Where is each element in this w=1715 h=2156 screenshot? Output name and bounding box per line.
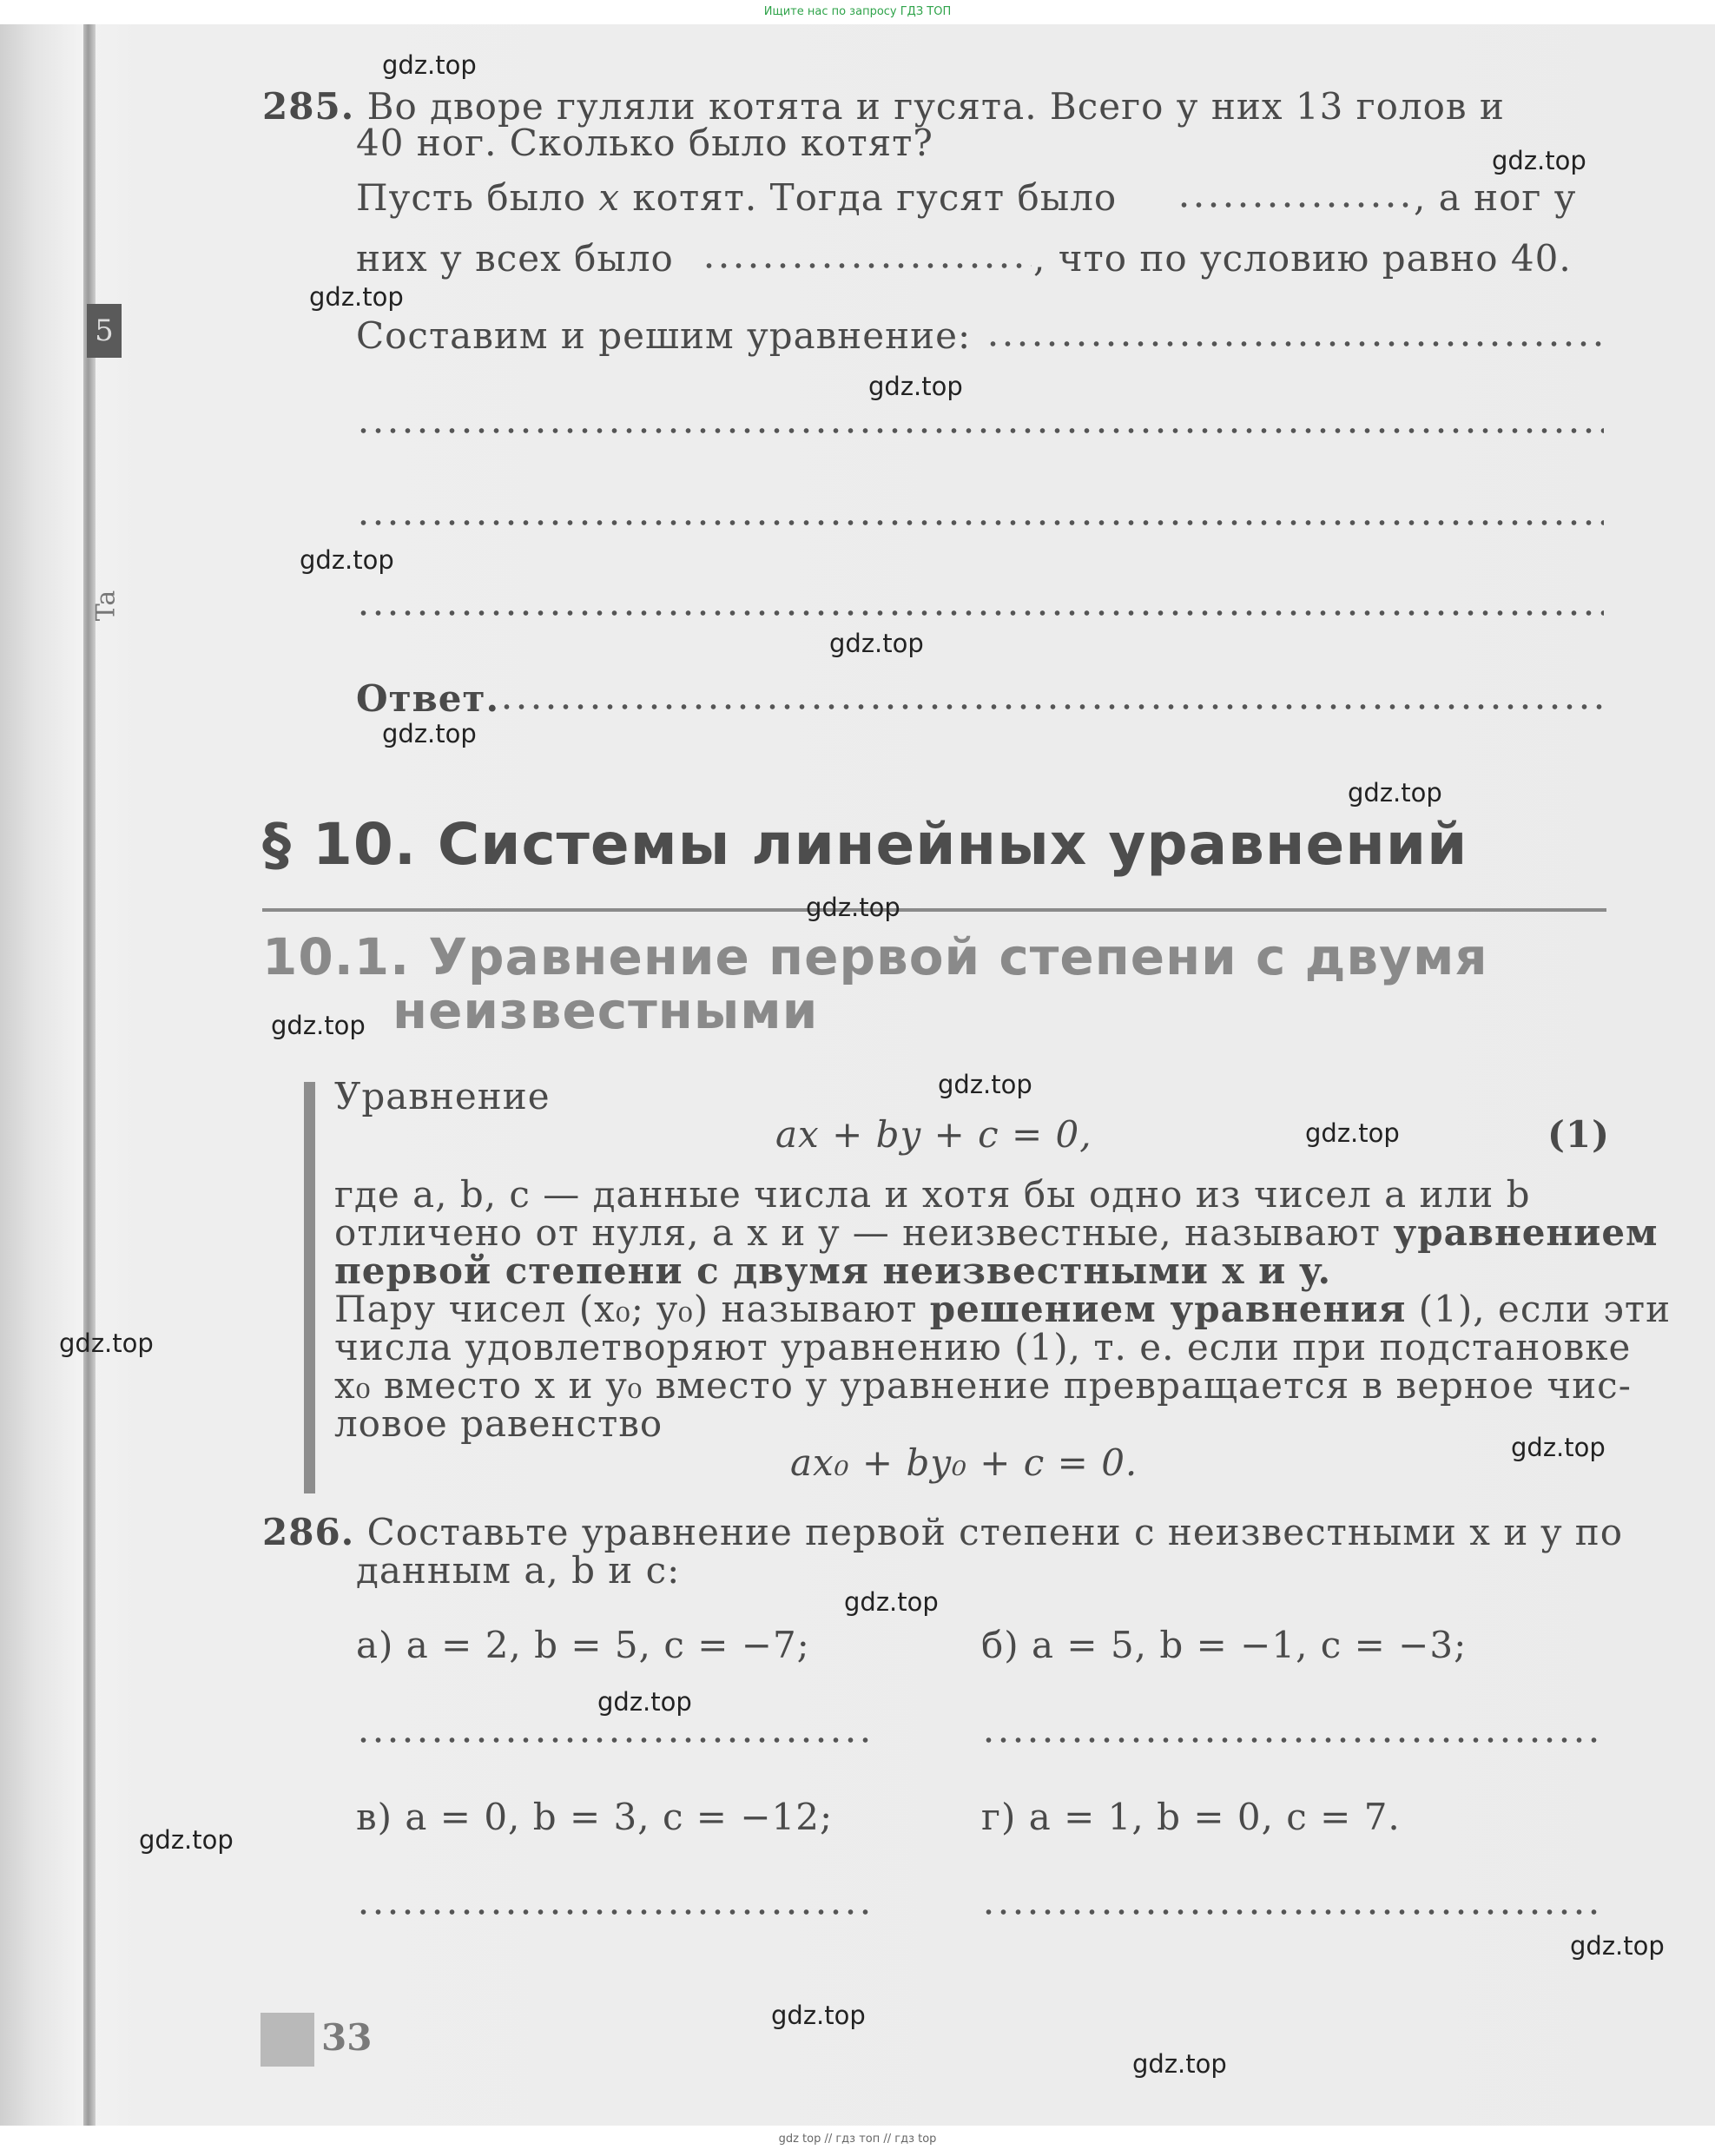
watermark: gdz.top — [309, 282, 404, 312]
definition-line8: ловое равенство — [334, 1402, 663, 1445]
blank-item-v[interactable] — [356, 1907, 874, 1917]
blank-equation-line2[interactable] — [356, 425, 1604, 436]
subsection-title-line1: 10.1. Уравнение первой степени с двумя — [262, 927, 1488, 986]
watermark: gdz.top — [271, 1011, 366, 1040]
watermark: gdz.top — [1570, 1931, 1665, 1961]
problem-286-item-a: а) a = 2, b = 5, c = −7; — [356, 1624, 810, 1666]
watermark: gdz.top — [1348, 778, 1442, 808]
definition-line2: где a, b, c — данные числа и хотя бы одно из чисел a или b — [334, 1173, 1531, 1216]
watermark: gdz.top — [597, 1687, 692, 1717]
definition-bar — [304, 1082, 315, 1493]
margin-tab: 5 — [87, 304, 122, 358]
problem-285-line4-end: , что по условию равно 40. — [1033, 237, 1572, 280]
blank-item-b[interactable] — [981, 1735, 1604, 1745]
problem-286-item-g: г) a = 1, b = 0, c = 7. — [981, 1796, 1401, 1838]
watermark: gdz.top — [139, 1825, 234, 1855]
definition-line5: Пару чисел (x₀; y₀) называют решением уравнения (1), если эти — [334, 1288, 1672, 1330]
blank-equation-line4[interactable] — [356, 608, 1604, 618]
definition-line3: отличено от нуля, а x и y — неизвестные, называют уравнением — [334, 1211, 1659, 1254]
blank-geese-count[interactable] — [1177, 200, 1413, 210]
problem-286-item-b: б) a = 5, b = −1, c = −3; — [981, 1624, 1468, 1666]
blank-legs-total[interactable] — [702, 260, 1032, 271]
problem-285-line3: Пусть было x котят. Тогда гусят было — [356, 176, 1118, 219]
watermark: gdz.top — [300, 545, 394, 575]
problem-286-item-v: в) a = 0, b = 3, c = −12; — [356, 1796, 834, 1838]
bottom-note: gdz top // гдз топ // гдз top — [778, 2133, 937, 2146]
section-rule — [262, 908, 1606, 912]
subsection-title-line2: неизвестными — [392, 981, 819, 1040]
watermark: gdz.top — [1305, 1118, 1400, 1148]
blank-item-g[interactable] — [981, 1907, 1604, 1917]
blank-item-a[interactable] — [356, 1735, 874, 1745]
definition-line1: Уравнение — [334, 1075, 551, 1118]
problem-285-answer-label: Ответ. — [356, 677, 500, 720]
formula-2: ax₀ + by₀ + c = 0. — [790, 1441, 1138, 1484]
problem-285-line2: 40 ног. Сколько было котят? — [356, 122, 933, 164]
watermark: gdz.top — [829, 629, 924, 658]
watermark: gdz.top — [1511, 1433, 1606, 1462]
watermark: gdz.top — [1132, 2049, 1227, 2079]
blank-equation-line1[interactable] — [986, 339, 1604, 349]
margin-side-text: Ta — [90, 590, 122, 622]
watermark: gdz.top — [382, 719, 477, 748]
formula-1: ax + by + c = 0, — [775, 1113, 1092, 1156]
problem-285-number: 285. — [262, 85, 355, 128]
equation-number: (1) — [1547, 1113, 1610, 1156]
top-search-note: Ищите нас по запросу ГДЗ ТОП — [763, 5, 952, 18]
problem-286-line2: данным a, b и c: — [356, 1549, 681, 1592]
watermark: gdz.top — [844, 1587, 939, 1617]
blank-answer[interactable] — [499, 702, 1604, 712]
problem-286-line1: 286. Составьте уравнение первой степени с неизвестными x и y по — [262, 1511, 1624, 1553]
watermark: gdz.top — [938, 1070, 1032, 1099]
problem-285-line1: 285. Во дворе гуляли котята и гусята. Всего у них 13 голов и — [262, 85, 1505, 128]
textbook-page — [0, 24, 1715, 2126]
problem-285-line3-end: , а ног у — [1414, 176, 1577, 219]
watermark: gdz.top — [771, 2001, 866, 2030]
watermark: gdz.top — [382, 50, 477, 80]
definition-line6: числа удовлетворяют уравнению (1), т. е. если при подстановке — [334, 1326, 1632, 1368]
watermark: gdz.top — [1492, 146, 1586, 175]
watermark: gdz.top — [806, 893, 900, 922]
page-number: 33 — [321, 2016, 373, 2059]
problem-285-equation-prompt: Составим и решим уравнение: — [356, 314, 972, 357]
definition-line4: первой степени с двумя неизвестными x и y. — [334, 1249, 1332, 1292]
watermark: gdz.top — [59, 1329, 154, 1358]
watermark: gdz.top — [868, 372, 963, 401]
section-title: § 10. Системы линейных уравнений — [262, 811, 1468, 878]
page-number-box — [261, 2013, 314, 2067]
problem-285-line4-start: них у всех было — [356, 237, 674, 280]
definition-line7: x₀ вместо x и y₀ вместо y уравнение превращается в верное чис- — [334, 1364, 1632, 1407]
problem-286-number: 286. — [262, 1511, 355, 1553]
blank-equation-line3[interactable] — [356, 518, 1604, 528]
